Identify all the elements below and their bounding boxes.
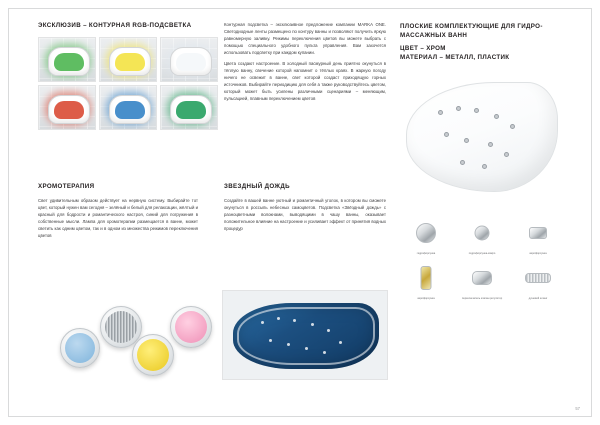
fitting-caption: переключатель клапан регулятор: [461, 297, 503, 301]
lamp-pink: [170, 306, 212, 348]
fitting-item: [400, 261, 452, 300]
fitting-item: [456, 261, 508, 300]
switch-valve-icon: [456, 261, 508, 295]
rgb-paragraph-1: Контурная подсветка – эксклюзивное предложение компании MARKA ONE. Светодиодные ленты размещено по контуру ванны и позволяют получить яркую равномерную заливку. Режимы переключения цветов вы можете выбрать с помощью специального удобного пульта управления. Вам захочется использовать подсветку при каждом купании.: [224, 22, 386, 55]
fitting-item: [512, 216, 564, 255]
flat-fittings-heading: ПЛОСКИЕ КОМПЛЕКТУЮЩИЕ ДЛЯ ГИДРО-МАССАЖНЫХ ВАНН: [400, 23, 543, 40]
fitting-item: [456, 216, 508, 255]
starry-rain-heading: ЗВЕЗДНЫЙ ДОЖДЬ: [224, 183, 290, 190]
spec-color: ЦВЕТ – ХРОМ: [400, 44, 446, 52]
flat-fittings-section: [400, 22, 560, 62]
aero-nozzle-icon: [512, 216, 564, 250]
spec-material: МАТЕРИАЛ – МЕТАЛЛ, ПЛАСТИК: [400, 53, 510, 61]
aero-nozzle-2-icon: [400, 261, 452, 295]
chromotherapy-paragraph: Свет удивительным образом действует на нервную систему. Выбирайте тот цвет, который нужен вам сегодня – зелёный и белый для релаксации, жёлтый и красный для бодрости и романтического настроя, синий для погружения в собственные мысли. Лампа для хромотерапии размещается в ванне, может светить как одним цветом, так и в одном из множества режимов переключения цветов: [38, 197, 198, 238]
rgb-lighting-heading: ЭКСКЛЮЗИВ – КОНТУРНАЯ RGB-ПОДСВЕТКА: [38, 22, 192, 29]
fitting-caption: аэрофорсунка: [417, 297, 435, 301]
tub-photo-green-2: [160, 85, 218, 130]
fitting-caption: гидрофорсунка: [416, 252, 436, 255]
fitting-caption: гидрофорсунка-микро: [468, 252, 496, 255]
fittings-grid: [400, 216, 564, 307]
rgb-lighting-section: [38, 22, 218, 130]
fitting-item: [400, 216, 452, 255]
page-number: 57: [575, 406, 580, 411]
tub-photo-red: [38, 85, 96, 130]
nozzle-icon: [400, 216, 452, 250]
starry-rain-paragraph: Создайте в вашей ванне уютный и романтичный уголок, в котором вы сможете окунуться в россыпь небесных самоцветов. Подсветка «Звёздный дождь» с разноцветными волокнами, выводящими в чашу ванны, оказывает положительное влияние на настроение и усиливает эффект от принятия водных процедур: [224, 197, 386, 231]
micro-nozzle-icon: [456, 216, 508, 250]
chromotherapy-section: [38, 183, 198, 244]
tub-photo-yellow: [99, 37, 157, 82]
chromotherapy-lamps-photo: [60, 300, 210, 378]
fitting-caption: душевой шланг: [528, 297, 548, 301]
starry-rain-section: [224, 183, 386, 237]
tub-photo-green: [38, 37, 96, 82]
rgb-paragraph-2: Цвета создают настроение. В холодный пасмурный день приятно окунуться в тёплую ванну, свечение которой напомнит о тёплых краях. В жаркую погоду ничего не освежит в ванне, свет которой создаст приходящую горных источников. Выбирайте периодицию для себя а также руководствуйтесь цветом, который может быть усилены различными сценариями – меняющим, пульсацией, плавным переключением цветов: [224, 60, 386, 101]
tub-photo-blue: [99, 85, 157, 130]
fitting-item: [512, 261, 564, 300]
whirlpool-tub-illustration: [398, 72, 566, 204]
rgb-lighting-text: [224, 22, 386, 106]
tub-photo-white: [160, 37, 218, 82]
tub-photo-grid: [38, 37, 218, 130]
lamp-blue: [60, 328, 100, 368]
lamp-yellow: [132, 334, 174, 376]
starry-rain-tub-photo: [222, 290, 388, 380]
chromotherapy-heading: ХРОМОТЕРАПИЯ: [38, 183, 95, 190]
fitting-caption: аэрофорсунка: [529, 252, 547, 255]
shower-hose-icon: [512, 261, 564, 295]
